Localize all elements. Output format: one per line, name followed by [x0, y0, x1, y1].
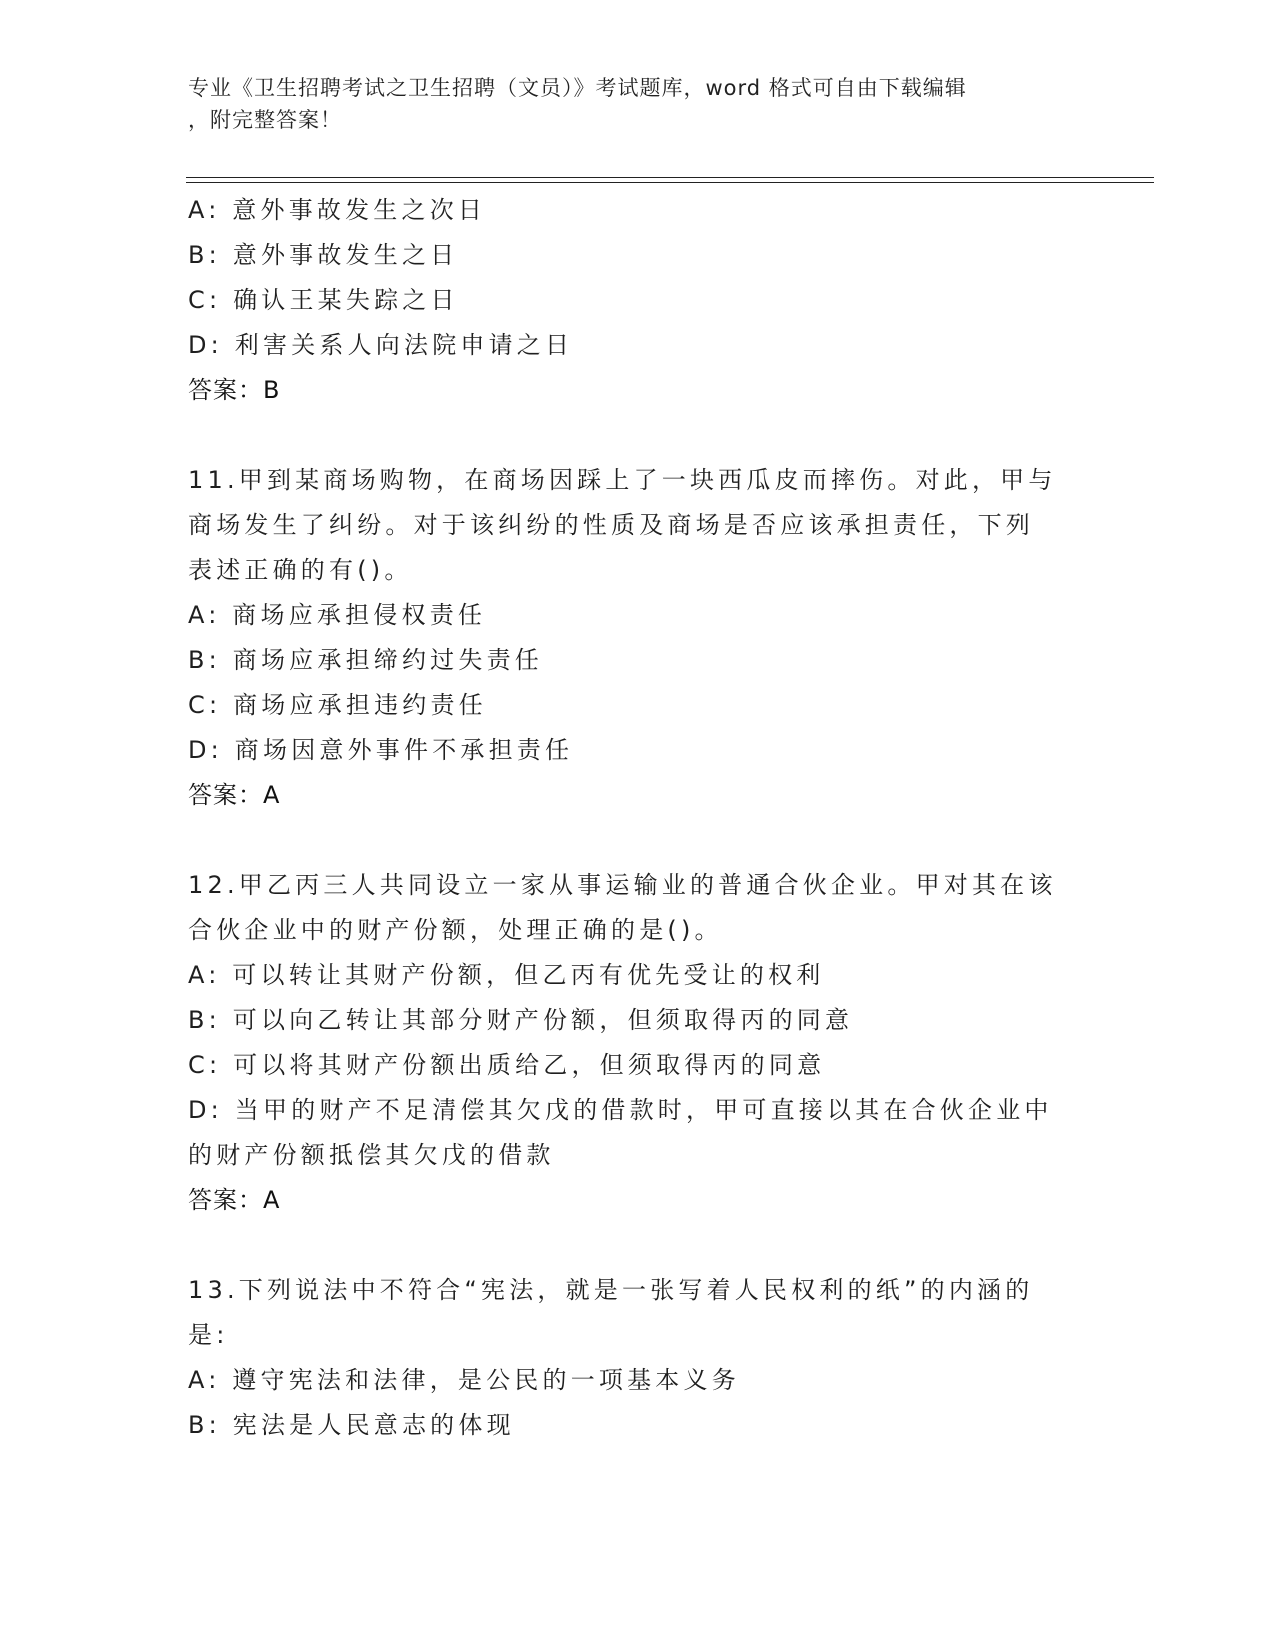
- option-b: B: 宪法是人民意志的体现: [188, 1411, 515, 1439]
- answer: 答案：A: [188, 781, 281, 809]
- question-13: [188, 1268, 1088, 1448]
- option-d: D: 商场因意外事件不承担责任: [188, 736, 574, 764]
- option-d: D: 当甲的财产不足清偿其欠戊的借款时，甲可直接以其在合伙企业中: [188, 1096, 1053, 1124]
- option-c: C: 可以将其财产份额出质给乙，但须取得丙的同意: [188, 1051, 826, 1079]
- option-a: A: 商场应承担侵权责任: [188, 601, 487, 629]
- option-d-continued: 的财产份额抵偿其欠戊的借款: [188, 1141, 555, 1169]
- question-list: [188, 188, 1088, 1448]
- spacer: [188, 818, 1088, 863]
- document-header: [188, 72, 1068, 136]
- option-c: C: 确认王某失踪之日: [188, 286, 459, 314]
- spacer: [188, 1223, 1088, 1268]
- option-b: B: 可以向乙转让其部分财产份额，但须取得丙的同意: [188, 1006, 854, 1034]
- option-a: A: 遵守宪法和法律，是公民的一项基本义务: [188, 1366, 740, 1394]
- answer: 答案：B: [188, 376, 281, 404]
- question-stem-line: 合伙企业中的财产份额，处理正确的是()。: [188, 916, 723, 944]
- option-a: A: 可以转让其财产份额，但乙丙有优先受让的权利: [188, 961, 825, 989]
- option-b: B: 商场应承担缔约过失责任: [188, 646, 543, 674]
- header-divider-top: [186, 177, 1154, 178]
- question-12: [188, 863, 1088, 1223]
- question-stem-line: 13.下列说法中不符合“宪法，就是一张写着人民权利的纸”的内涵的: [188, 1276, 1034, 1304]
- question-10-partial: [188, 188, 1088, 413]
- option-c: C: 商场应承担违约责任: [188, 691, 487, 719]
- header-line-2: ，附完整答案！: [188, 108, 342, 132]
- header-divider-bottom: [186, 182, 1154, 183]
- question-stem-line: 商场发生了纠纷。对于该纠纷的性质及商场是否应该承担责任，下列: [188, 511, 1034, 539]
- option-d: D: 利害关系人向法院申请之日: [188, 331, 574, 359]
- question-stem-line: 是:: [188, 1321, 229, 1349]
- header-line-1: 专业《卫生招聘考试之卫生招聘（文员）》考试题库，word 格式可自由下载编辑: [188, 76, 967, 100]
- question-stem-line: 表述正确的有()。: [188, 556, 413, 584]
- question-stem-line: 12.甲乙丙三人共同设立一家从事运输业的普通合伙企业。甲对其在该: [188, 871, 1057, 899]
- option-b: B: 意外事故发生之日: [188, 241, 459, 269]
- answer: 答案：A: [188, 1186, 281, 1214]
- spacer: [188, 413, 1088, 458]
- question-11: [188, 458, 1088, 818]
- question-stem-line: 11.甲到某商场购物，在商场因踩上了一块西瓜皮而摔伤。对此，甲与: [188, 466, 1057, 494]
- option-a: A: 意外事故发生之次日: [188, 196, 487, 224]
